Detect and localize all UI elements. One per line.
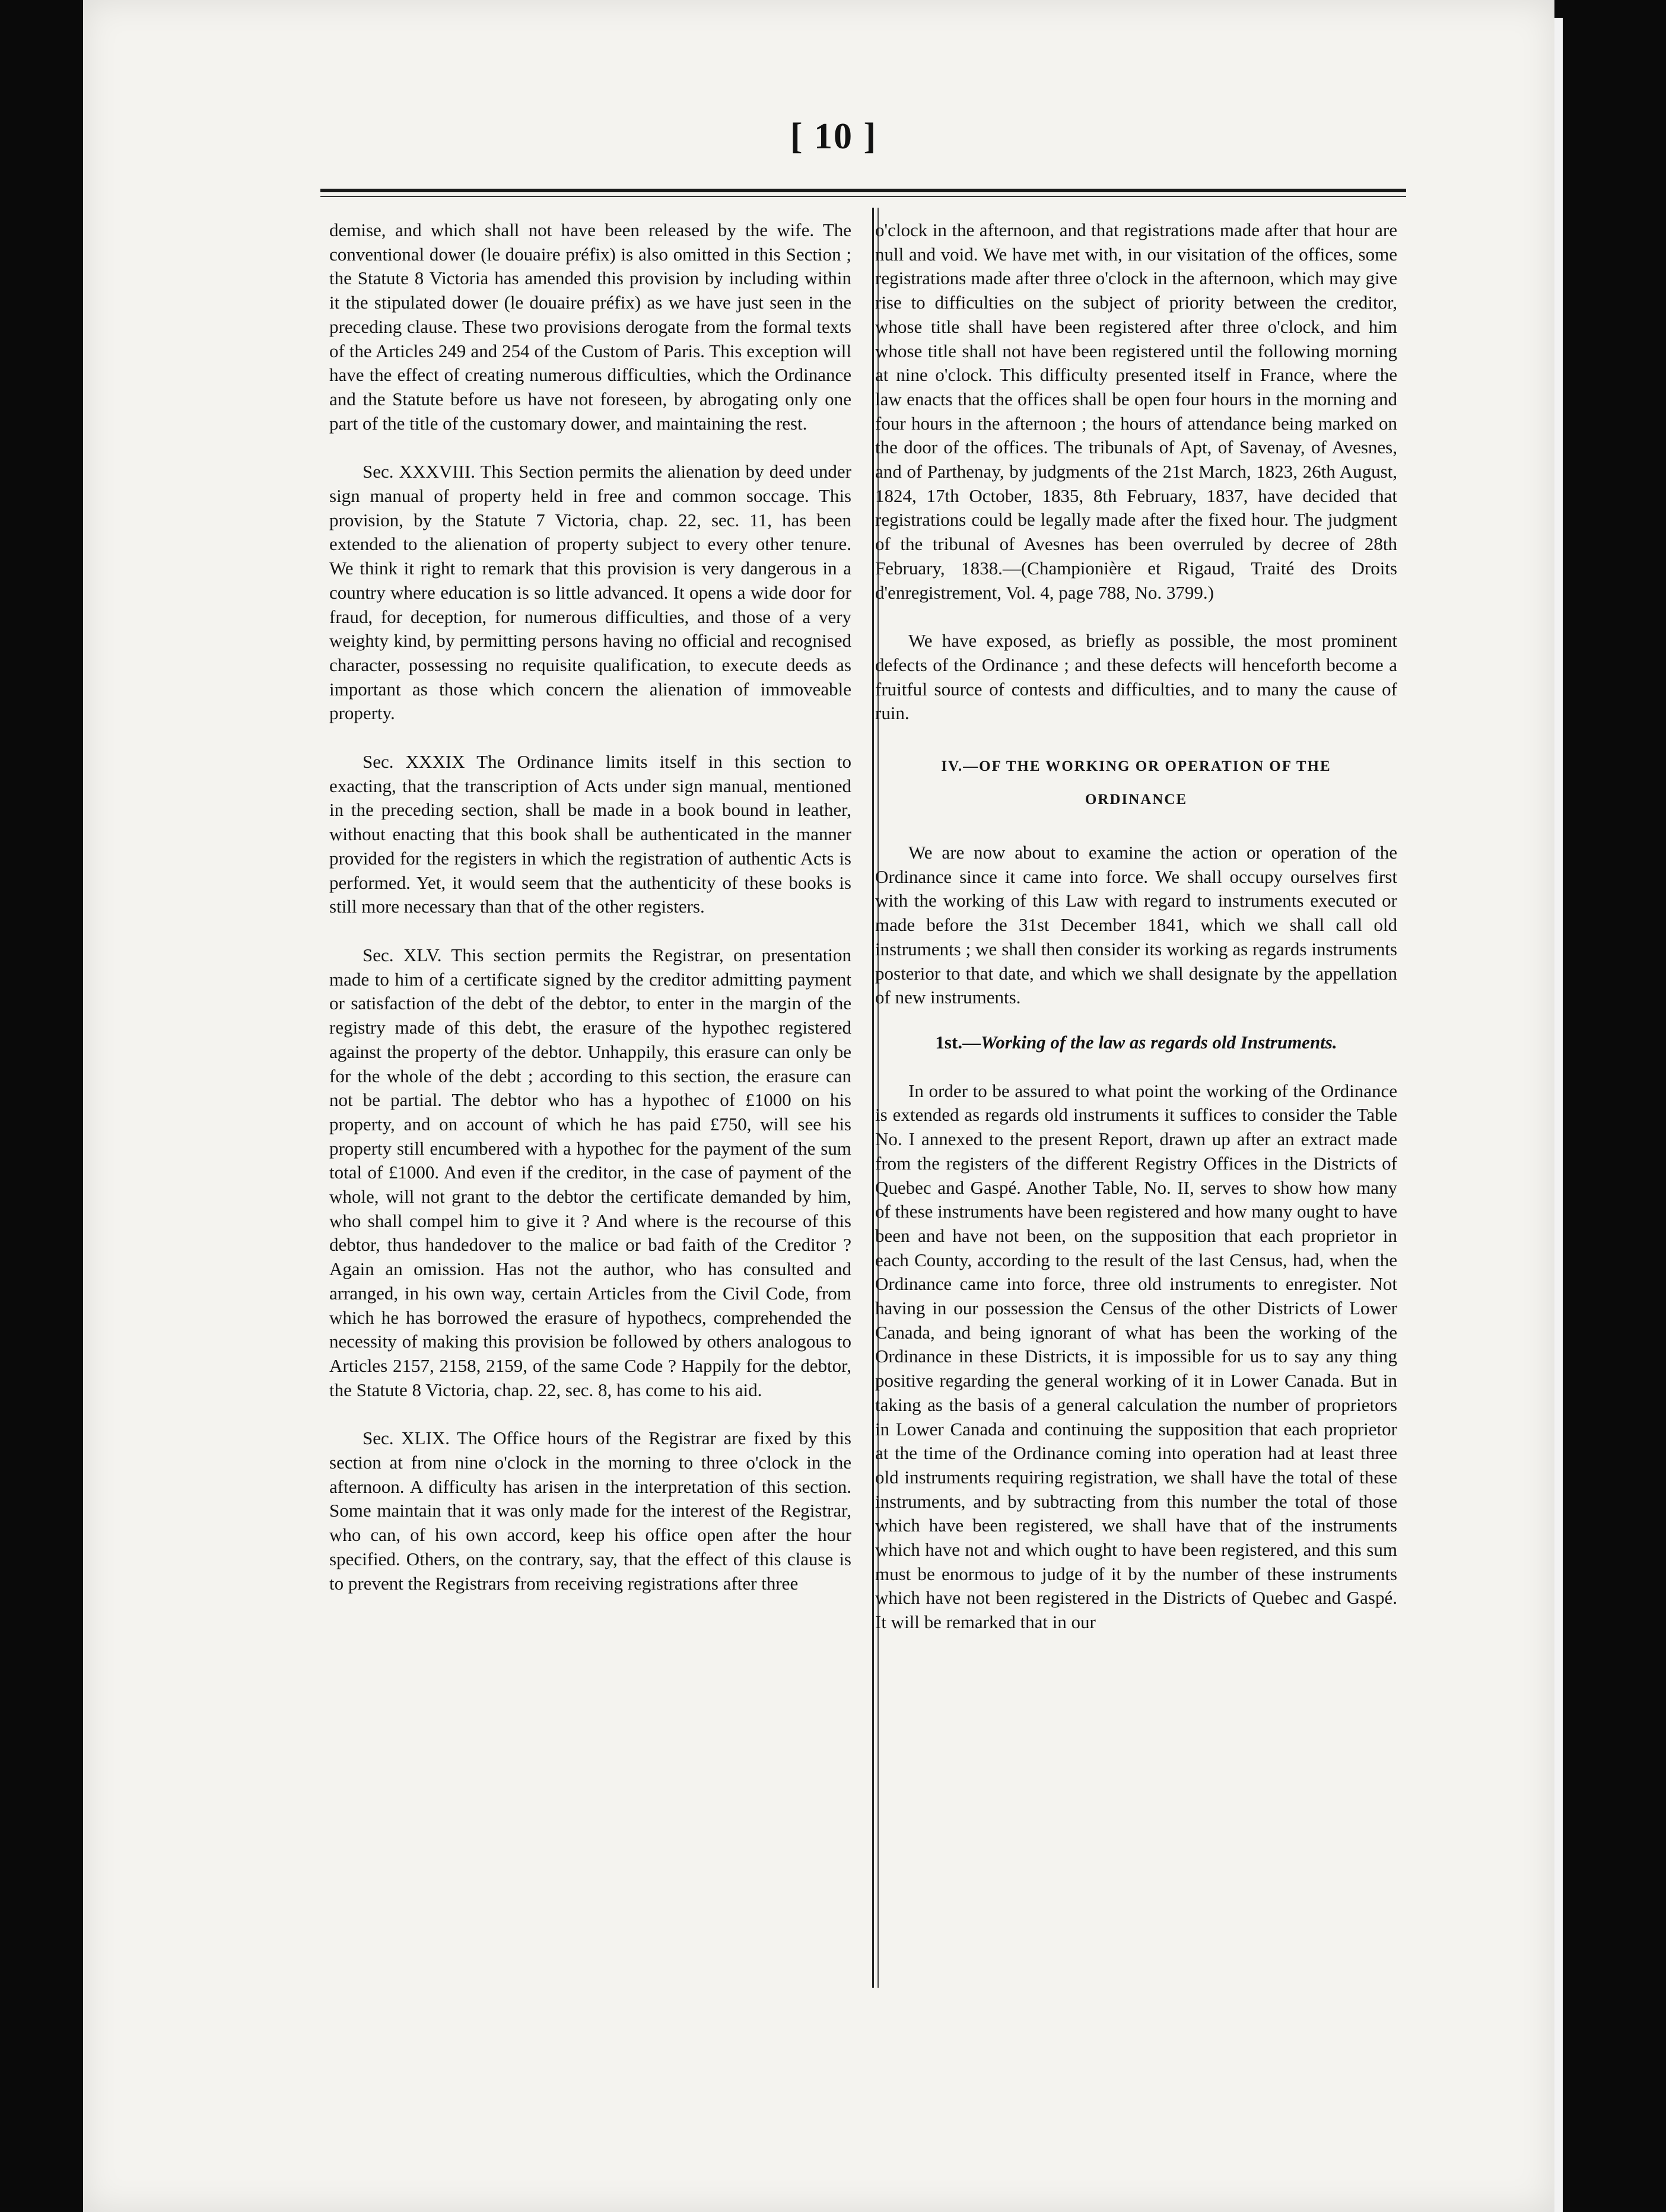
paragraph-defects-summary: We have exposed, as briefly as possible, the most prominent defects of the Ordinance ; and these defects will henceforth become a fruitful source of contests and difficulties, and to many the cause of ruin. (875, 630, 1397, 724)
paragraph-working-intro: We are now about to examine the action or operation of the Ordinance since it came into force. We shall occupy ourselves first with the working of this Law with regard to instruments executed or made before the 31st December 1841, which we shall call old instruments ; we shall then consider its working as regards instruments posterior to that date, and which we shall designate by the appellation of new instruments. (875, 842, 1397, 1008)
right-column (875, 218, 1397, 1635)
paragraph-sec-xxxix: Sec. XXXIX The Ordinance limits itself in this section to exacting, that the transcription of Acts under sign manual, mentioned in the preceding section, shall be made in a book bound in leather, without enacting that this book shall be authenticated in the manner provided for the registers in which the registration of authentic Acts is performed. Yet, it would seem that the authenticity of these books is still more necessary than that of the other registers. (329, 751, 851, 917)
section-heading-line1: IV.—OF THE WORKING OR OPERATION OF THE (941, 758, 1331, 775)
column-divider (872, 208, 874, 1988)
paragraph-old-instruments: In order to be assured to what point the working of the Ordinance is extended as regards old instruments it suffices to consider the Table No. I annexed to the present Report, drawn up after an extract made from the registers of the different Registry Offices in the Districts of Quebec and Gaspé. Another Table, No. II, serves to show how many of these instruments have been registered and how many ought to have been and have not been, on the supposition that each proprietor in each County, according to the result of the last Census, had, when the Ordinance came into force, three old instruments to enregister. Not having in our possession the Census of the other Districts of Lower Canada, and being ignorant of what has been the working of the Ordinance in these Districts, it is impossible for us to say any thing positive regarding the general working of it in Lower Canada. But in taking as the basis of a general calculation the number of proprietors in Lower Canada and continuing the supposition that each proprietor at the time of the Ordinance coming into operation had at least three old instruments requiring registration, we shall have the total of these instruments, and by subtracting from this number the total of those which have been registered, we shall have that of the instruments which have not and which ought to have been registered, and this sum must be enormous to judge of it by the number of these instruments which have not been registered in the Districts of Quebec and Gaspé. It will be remarked that in our (875, 1080, 1397, 1633)
subheading-text: Working of the law as regards old Instruments. (981, 1031, 1337, 1053)
subheading-number: 1st.— (935, 1031, 981, 1053)
section-heading-line2: ORDINANCE (1085, 792, 1188, 808)
paragraph-sec-xlix: Sec. XLIX. The Office hours of the Registrar are fixed by this section at from nine o'clock in the morning to three o'clock in the afternoon. A difficulty has arisen in the interpretation of this section. Some maintain that it was only made for the interest of the Registrar, who can, of his own accord, keep his office open after the hour specified. Others, on the contrary, say, that the effect of this clause is to prevent the Registrars from receiving registrations after three (329, 1428, 851, 1594)
paragraph-sec-xlv: Sec. XLV. This section permits the Registrar, on presentation made to him of a certificate signed by the creditor admitting payment or satisfaction of the debt of the debtor, to enter in the margin of the registry made of this debt, the erasure of the hypothec registered against the property of the debtor. Unhappily, this erasure can only be for the whole of the debt ; according to this section, the erasure can not be partial. The debtor who has a hypothec of £1000 on his property, and on account of which he has paid £750, will see his property still encumbered with a hypothec for the payment of the sum total of £1000. And even if the creditor, in the case of payment of the whole, will not grant to the debtor the certificate demanded by him, who shall compel him to give it ? And where is the recourse of this debtor, thus handedover to the malice or bad faith of the Creditor ? Again an omission. Has not the author, who has consulted and arranged, in his own way, certain Articles from the Civil Code, from which he has borrowed the erasure of hypothecs, comprehended the necessity of making this provision be followed by others analogous to Articles 2157, 2158, 2159, of the same Code ? Happily for the debtor, the Statute 8 Victoria, chap. 22, sec. 8, has come to his aid. (329, 944, 851, 1400)
adjacent-page-edge (1554, 18, 1563, 2212)
header-rule (320, 189, 1406, 192)
page-number: [ 10 ] (790, 116, 877, 157)
paragraph-office-hours-continued: o'clock in the afternoon, and that registrations made after that hour are null and void. We have met with, in our visitation of the offices, some registrations made after three o'clock in the afternoon, which may give rise to difficulties on the subject of priority between the creditor, whose title shall have been registered after three o'clock, and him whose title shall not have been registered until the following morning at nine o'clock. This difficulty presented itself in France, where the law enacts that the offices shall be open four hours in the morning and four hours in the afternoon ; the hours of attendance being marked on the door of the offices. The tribunals of Apt, of Savenay, of Avesnes, and of Parthenay, by judgments of the 21st March, 1823, 26th August, 1824, 17th October, 1835, 8th February, 1837, have decided that registrations could be legally made after the fixed hour. The judgment of the tribunal of Avesnes has been overruled by decree of 28th February, 1838.—(Championière et Rigaud, Traité des Droits d'enregistrement, Vol. 4, page 788, No. 3799.) (875, 220, 1397, 603)
paragraph-dower: demise, and which shall not have been released by the wife. The conventional dower (le douaire préfix) is also omitted in this Section ; the Statute 8 Victoria has amended this provision by including within it the stipulated dower (le douaire préfix) as we have just seen in the preceding clause. These two provisions derogate from the formal texts of the Articles 249 and 254 of the Custom of Paris. This exception will have the effect of creating numerous difficulties, which the Ordinance and the Statute before us have not foreseen, by abrogating only one part of the title of the customary dower, and maintaining the rest. (329, 220, 851, 434)
paragraph-sec-xxxviii: Sec. XXXVIII. This Section permits the alienation by deed under sign manual of property held in free and common soccage. This provision, by the Statute 7 Victoria, chap. 22, sec. 11, has been extended to the alienation of property subject to every other tenure. We think it right to remark that this provision is very dangerous in a country where education is so little advanced. It opens a wide door for fraud, for deception, for numerous difficulties, and those of a very weighty kind, by permitting persons having no official and recognised character, possessing no requisite qualification, to execute deeds as important as those which concern the alienation of immoveable property. (329, 461, 851, 724)
header-rule-thin (320, 196, 1406, 197)
section-heading-iv (875, 750, 1397, 816)
subheading-old-instruments (875, 1031, 1397, 1055)
left-column (329, 218, 851, 1596)
